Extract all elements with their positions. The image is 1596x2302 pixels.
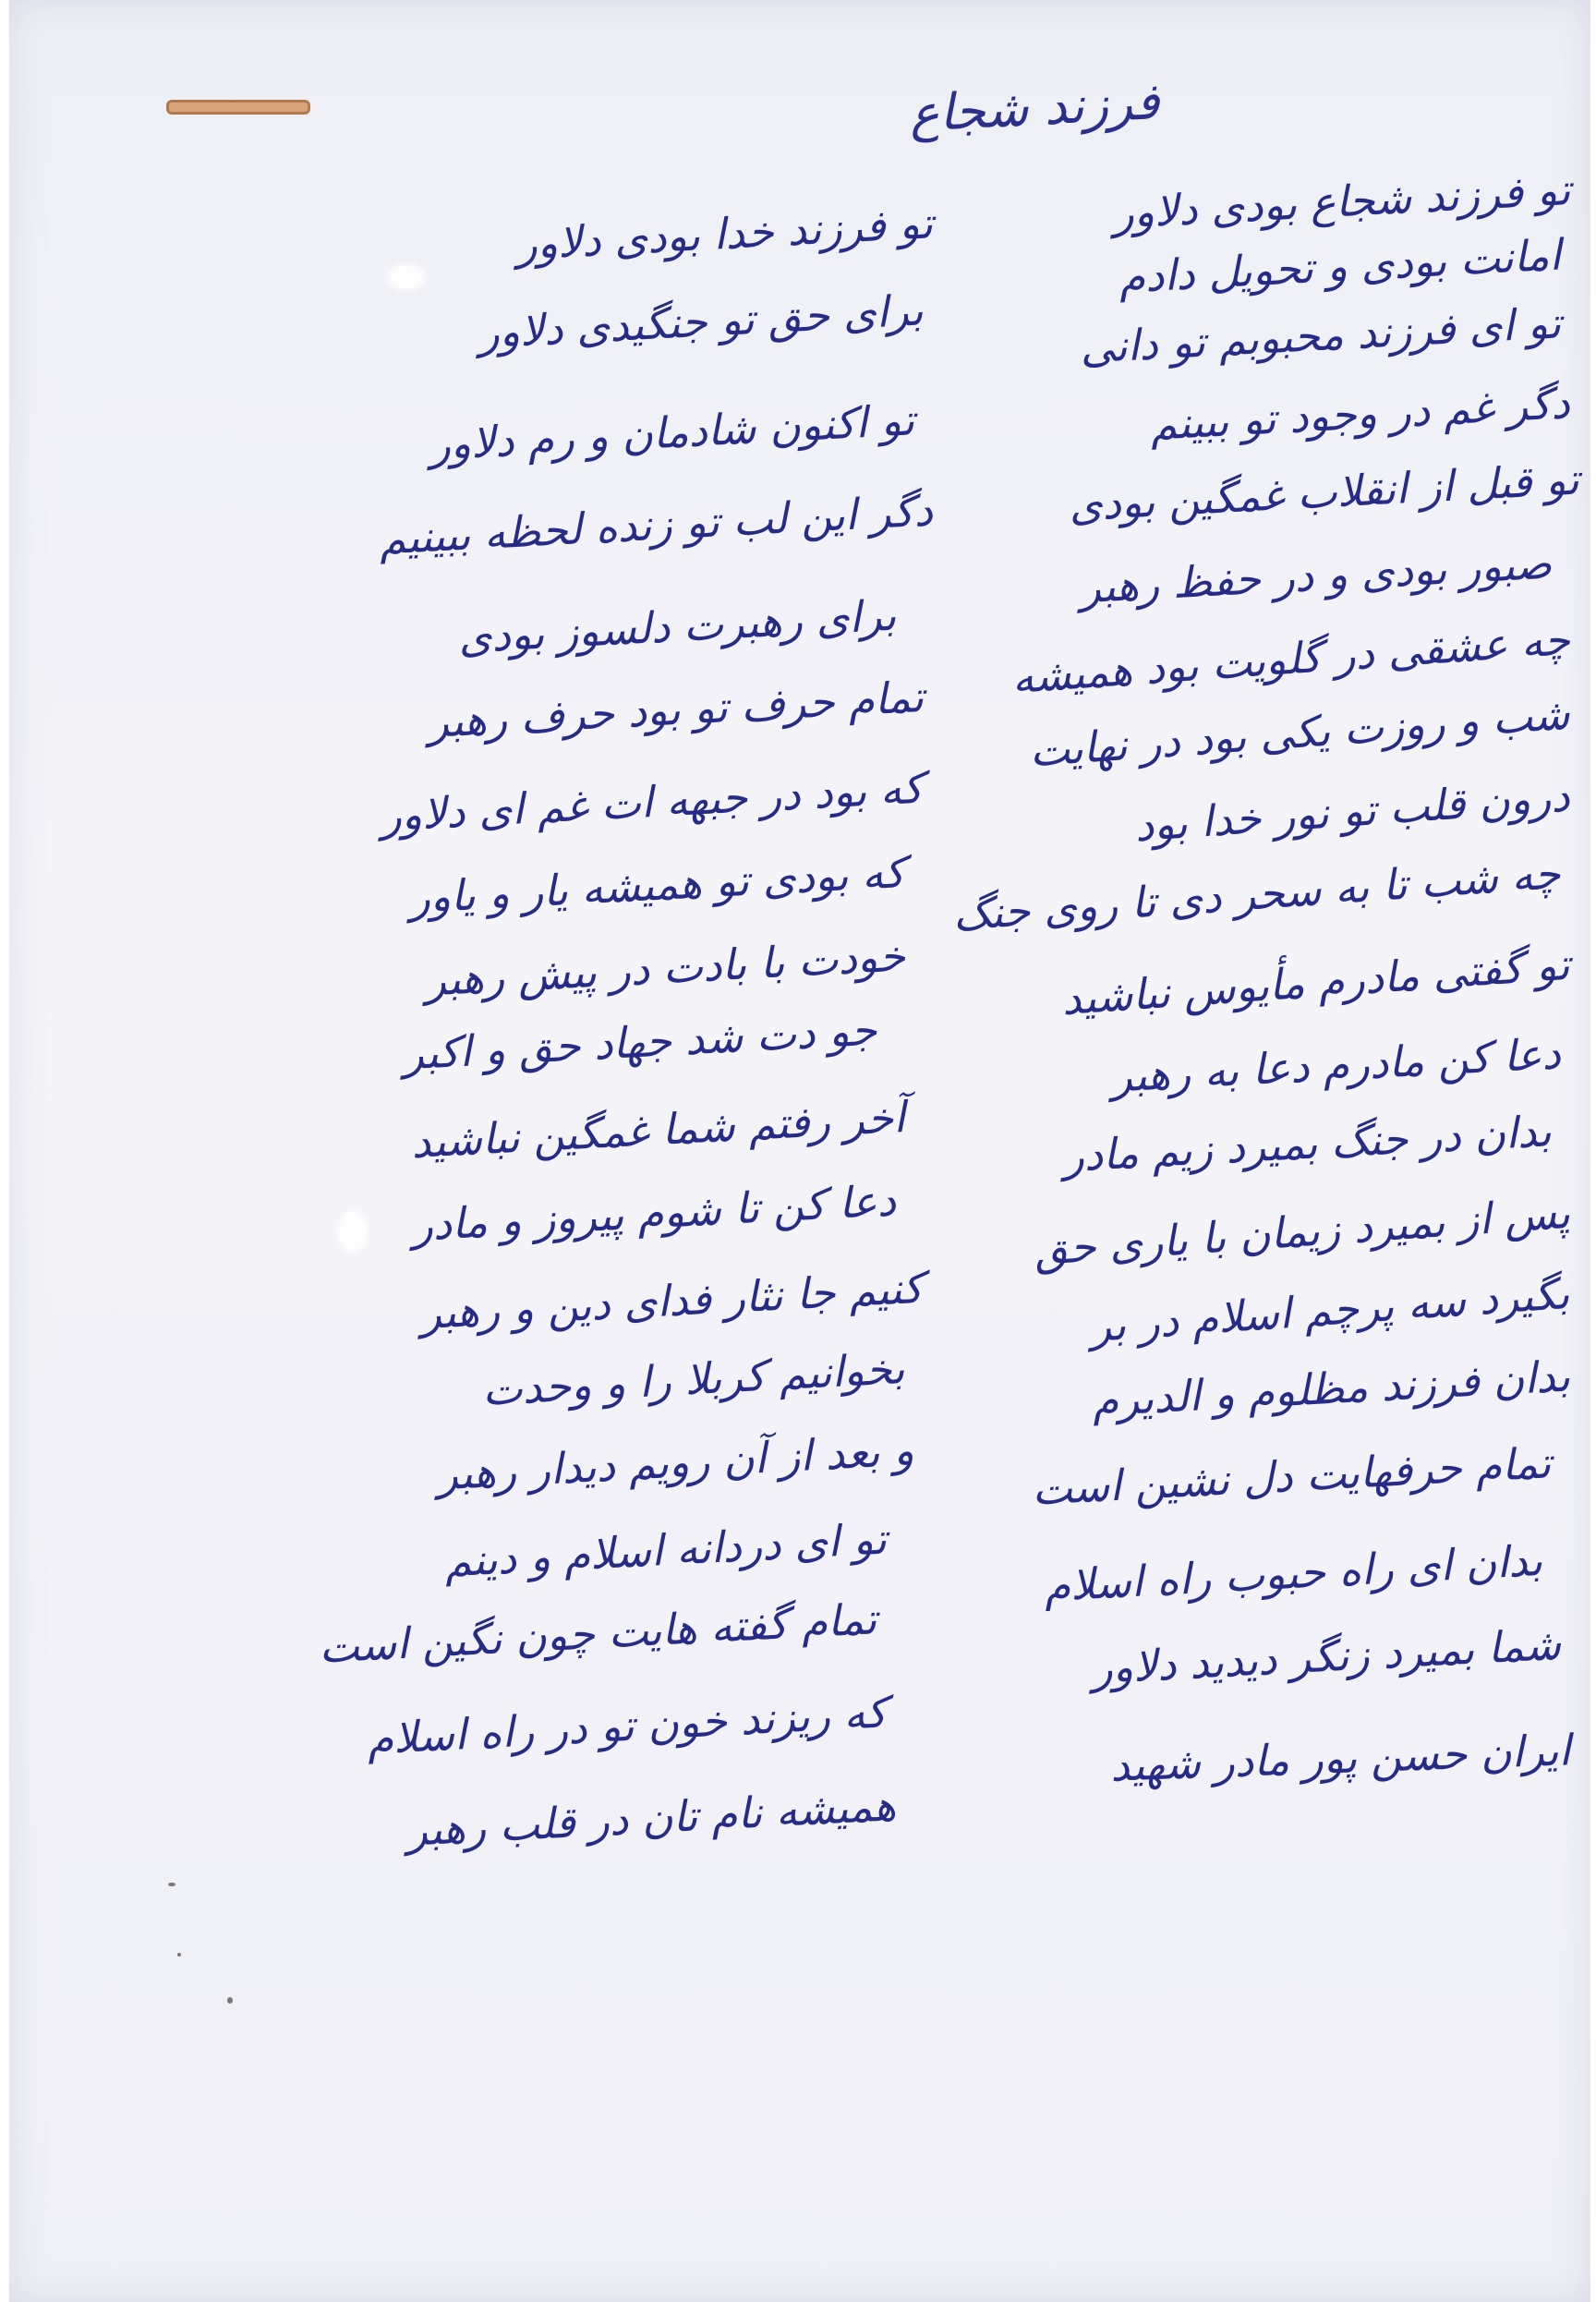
poem-line: کنیم جا نثار فدای دین و رهبر [419, 1262, 925, 1339]
poem-line: و بعد از آن رویم دیدار رهبر [436, 1424, 916, 1500]
poem-line: همیشه نام تان در قلب رهبر [405, 1780, 898, 1856]
poem-line: صبور بودی و در حفظ رهبر [1078, 538, 1554, 613]
poem-line: چه شب تا به سحر دی تا روی جنگ [950, 848, 1563, 940]
poem-line: ایران حسن پور مادر شهید [1108, 1725, 1571, 1791]
poem-line: بخوانیم کربلا را و وحدت [481, 1343, 907, 1415]
poem-line: خودت با بادت در پیش رهبر [423, 930, 907, 1006]
poem-line: آخر رفتم شما غمگین نباشید [409, 1092, 907, 1168]
paper-speck [177, 1953, 181, 1957]
poem-line: دعا کن مادرم دعا به رهبر [1109, 1028, 1563, 1102]
paper-sheet [9, 0, 1590, 2302]
poem-line: بدان ای راه حبوب راه اسلام [1042, 1534, 1544, 1612]
poem-line: تو قبل از انقلاب غمگین بودی [1067, 454, 1581, 531]
paper-speck [227, 1997, 233, 2004]
poem-line: دعا کن تا شوم پیروز و مادر [410, 1175, 898, 1251]
poem-line: دگر این لب تو زنده لحظه ببینیم [377, 485, 935, 564]
poem-line: تو ای دردانه اسلام و دینم [442, 1513, 889, 1587]
poem-line: تمام گفته هایت چون نگین است [318, 1593, 878, 1673]
poem-line: امانت بودی و تحویل دادم [1117, 229, 1563, 303]
poem-line: درون قلب تو نور خدا بود [1132, 770, 1572, 852]
poem-line: چه عشقی در گلویت بود همیشه [1010, 613, 1572, 704]
poem-title: فرزند شجاع [908, 71, 1161, 144]
poem-line: تو فرزند شجاع بودی دلاور [1111, 164, 1572, 238]
paper-speck [168, 1883, 175, 1886]
poem-line: برای حق تو جنگیدی دلاور [478, 285, 925, 358]
poem-line: که بودی تو همیشه یار و یاور [408, 846, 907, 924]
poem-line: جو دت شد جهاد حق و اکبر [402, 1004, 879, 1080]
poem-line: پس از بمیرد زیمان با یاری حق [1032, 1187, 1572, 1276]
poem-line: که ریزند خون تو در راه اسلام [365, 1687, 889, 1764]
poem-line: شما بمیرد زنگر دیدید دلاور [1090, 1618, 1563, 1694]
poem-line: بگیرد سه پرچم اسلام در بر [1089, 1267, 1572, 1352]
poem-line: دگر غم در وجود تو ببینم [1149, 378, 1572, 450]
poem-line: بدان فرزند مظلوم و الدیرم [1090, 1351, 1572, 1426]
poem-line: تو فرزند خدا بودی دلاور [514, 198, 935, 270]
poem-line: تو اکنون شادمان و رم دلاور [428, 394, 916, 470]
poem-line: بدان در جنگ بمیرد زیم مادر [1062, 1106, 1554, 1181]
poem-column-right [950, 0, 1596, 2302]
poem-line: تو ای فرزند محبوبم تو دانی [1078, 297, 1563, 373]
poem-column-left [268, 0, 933, 2302]
poem-line: شب و روزت یکی بود در نهایت [1027, 688, 1572, 777]
poem-line: تو گفتی مادرم مأیوس نباشید [1059, 939, 1572, 1025]
poem-line: برای رهبرت دلسوز بودی [456, 589, 898, 663]
poem-line: تمام حرفهایت دل نشین است [1031, 1437, 1554, 1515]
poem-line: تمام حرف تو بود حرف رهبر [426, 671, 925, 748]
poem-line: که بود در جبهه ات غم ای دلاور [380, 762, 925, 842]
